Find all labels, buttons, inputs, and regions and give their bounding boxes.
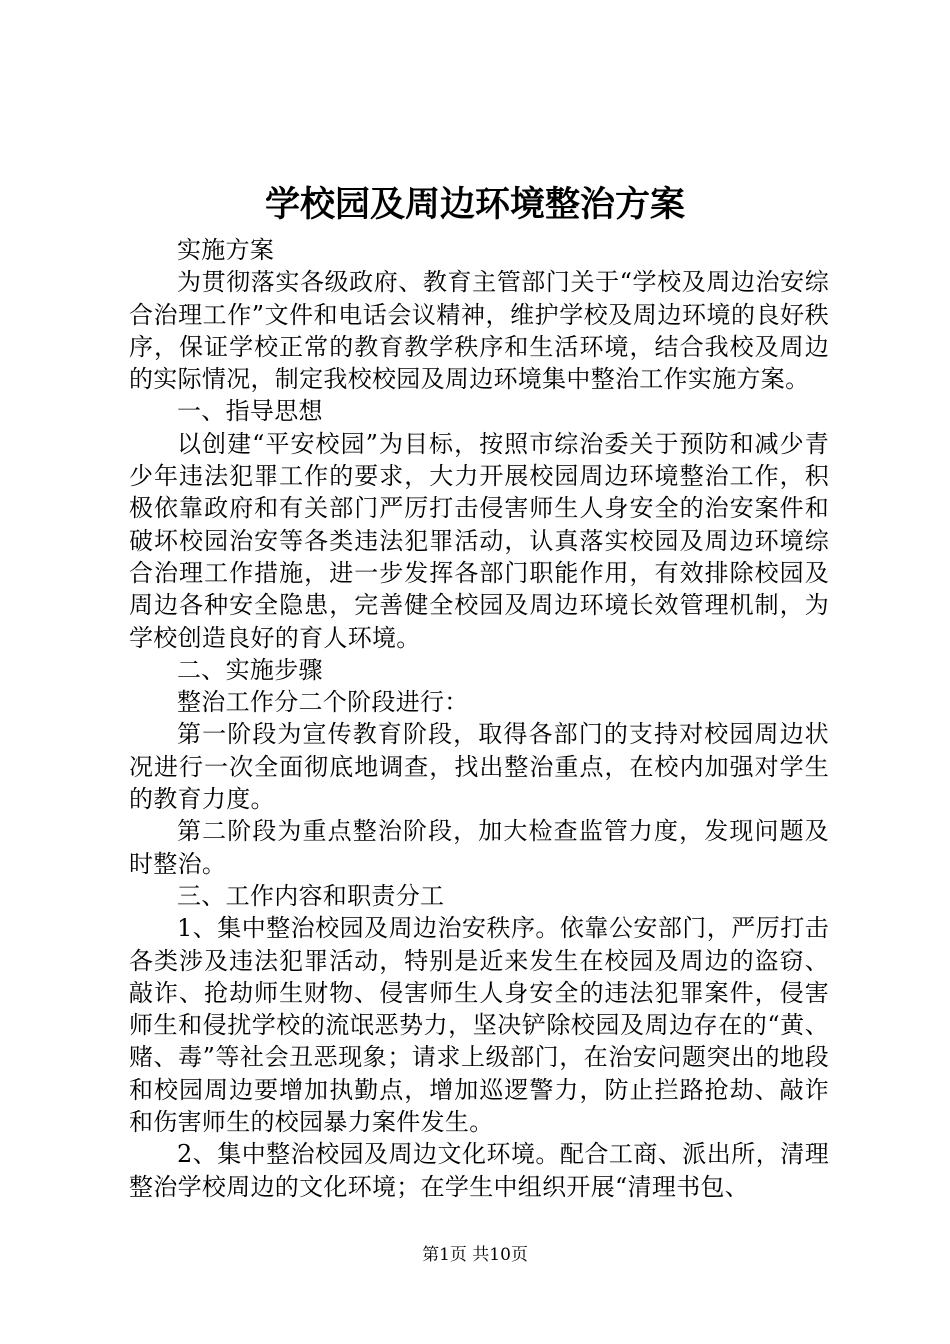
paragraph-guiding-thought: 以创建“平安校园”为目标，按照市综治委关于预防和减少青少年违法犯罪工作的要求，大力开展校园周边环境整治工作，积极依靠政府和有关部门严厉打击侵害师生人身安全的治安案件和破坏校园治安等各类违法犯罪活动，认真落实校园及周边环境综合治理工作措施，进一步发挥各部门职能作用，有效排除校园及周边各种安全隐患，完善健全校园及周边环境长效管理机制，为学校创造良好的育人环境。 [129,429,829,652]
section-heading-implementation-steps: 二、实施步骤 [177,655,323,684]
document-title: 学校园及周边环境整治方案 [264,185,685,225]
footer-total-pages: 10 [489,1245,511,1265]
page-footer [0,1243,950,1267]
paragraph-stage-one: 第一阶段为宣传教育阶段，取得各部门的支持对校园周边状况进行一次全面彻底地调查，找出整治重点，在校内加强对学生的教育力度。 [129,720,829,814]
footer-page-number: 1 [439,1245,450,1265]
paragraph-item-two: 2、集中整治校园及周边文化环境。配合工商、派出所，清理整治学校周边的文化环境；在学生中组织开展“清理书包、 [129,1140,829,1201]
paragraph-intro: 为贯彻落实各级政府、教育主管部门关于“学校及周边治安综合治理工作”文件和电话会议精神，维护学校及周边环境的良好秩序，保证学校正常的教育教学秩序和生活环境，结合我校及周边的实际情况，制定我校校园及周边环境集中整治工作实施方案。 [129,268,829,394]
footer-total-suffix: 页 [510,1245,528,1265]
section-heading-guiding-thought: 一、指导思想 [177,397,323,426]
document-body [129,234,829,1203]
section-heading-work-content: 三、工作内容和职责分工 [177,881,445,910]
paragraph-stage-two: 第二阶段为重点整治阶段，加大检查监管力度，发现问题及时整治。 [129,817,829,878]
paragraph-stages-intro: 整治工作分二个阶段进行： [177,688,469,717]
paragraph-heading-plan: 实施方案 [177,236,275,264]
footer-page-prefix: 第 [422,1245,440,1265]
paragraph-item-one: 1、集中整治校园及周边治安秩序。依靠公安部门，严厉打击各类涉及违法犯罪活动，特别是近来发生在校园及周边的盗窃、敲诈、抢劫师生财物、侵害师生人身安全的违法犯罪案件，侵害师生和侵扰学校的流氓恶势力，坚决铲除校园及周边存在的“黄、赌、毒”等社会丑恶现象；请求上级部门，在治安问题突出的地段和校园周边要增加执勤点，增加巡逻警力，防止拦路抢劫、敲诈和伤害师生的校园暴力案件发生。 [129,914,829,1137]
footer-page-suffix: 页 [449,1245,467,1265]
footer-total-prefix: 共 [472,1245,490,1265]
